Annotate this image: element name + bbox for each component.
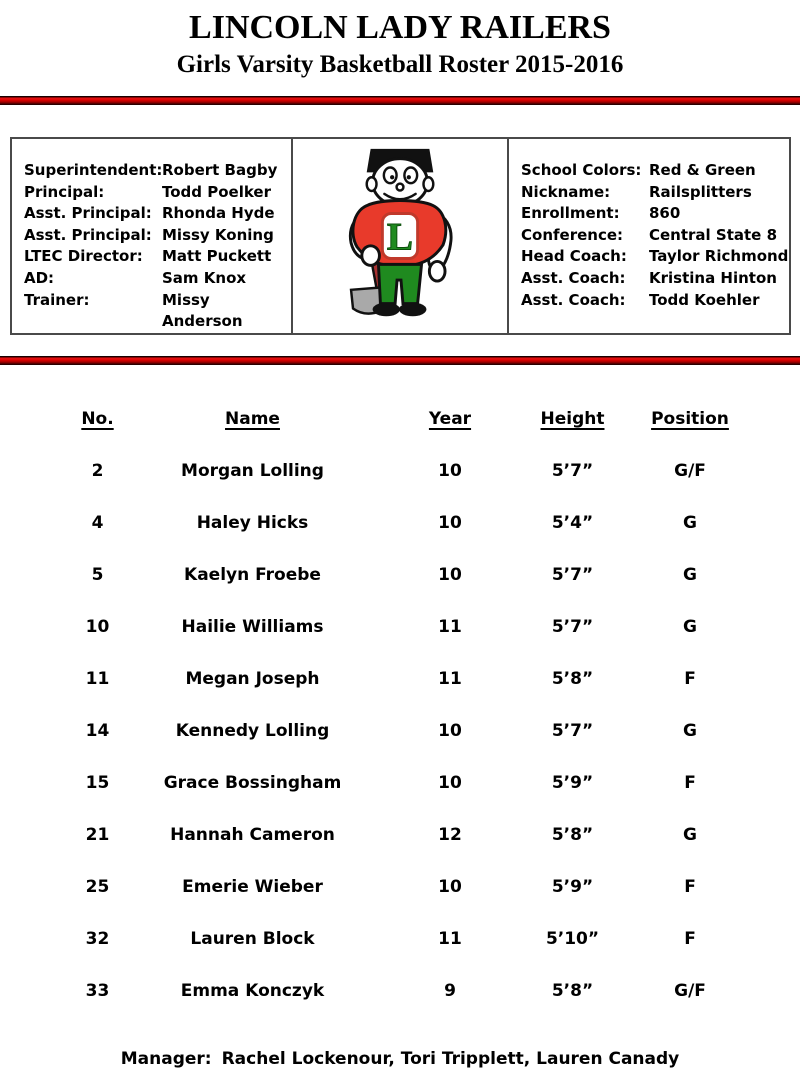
player-no: 32	[85, 929, 110, 949]
roster-table	[60, 393, 800, 1017]
player-year: 11	[438, 929, 462, 949]
player-row	[60, 549, 800, 601]
player-position: G/F	[674, 981, 706, 1001]
player-height: 5’7”	[551, 721, 594, 741]
player-year: 11	[438, 617, 462, 637]
player-height: 5’8”	[551, 981, 594, 1001]
info-value: Railsplitters	[649, 182, 752, 201]
player-row	[60, 445, 800, 497]
staff-info-list	[12, 139, 291, 333]
player-position: G	[683, 513, 697, 533]
player-height: 5’7”	[551, 565, 594, 585]
player-height: 5’8”	[551, 825, 594, 845]
school-info-list	[509, 139, 789, 311]
player-height: 5’7”	[551, 617, 594, 637]
info-label: Superintendent:	[24, 161, 163, 179]
player-height: 5’9”	[551, 877, 594, 897]
info-value: Robert Bagby	[162, 161, 278, 179]
document-header	[0, 8, 800, 80]
column-header-position: Position	[651, 409, 729, 429]
player-position: F	[684, 877, 696, 897]
player-name: Lauren Block	[190, 929, 315, 949]
player-row	[60, 809, 800, 861]
player-year: 10	[438, 721, 462, 741]
info-label: Principal:	[24, 182, 105, 201]
roster-header-row	[60, 393, 800, 445]
manager-names: Rachel Lockenour, Tori Tripplett, Lauren Canady	[221, 1049, 680, 1069]
info-label: Trainer:	[24, 290, 90, 309]
info-value: Red & Green	[649, 161, 756, 179]
manager-label: Manager:	[120, 1049, 212, 1069]
player-year: 11	[438, 669, 462, 689]
page-title: LINCOLN LADY RAILERS	[189, 9, 611, 46]
player-position: G	[683, 617, 697, 637]
player-year: 10	[438, 513, 462, 533]
player-row	[60, 965, 800, 1017]
player-name: Grace Bossingham	[163, 773, 342, 793]
info-value: Missy Anderson	[162, 290, 243, 331]
info-value: 860	[649, 204, 681, 223]
page-subtitle: Girls Varsity Basketball Roster 2015-2016	[176, 51, 624, 78]
player-position: G	[683, 825, 697, 845]
info-value: Central State 8	[649, 225, 778, 244]
info-label: AD:	[24, 268, 55, 287]
school-info-cell	[507, 139, 789, 333]
player-name: Megan Joseph	[185, 669, 320, 689]
player-no: 14	[85, 721, 110, 741]
player-year: 9	[444, 981, 456, 1001]
player-position: F	[684, 929, 696, 949]
player-no: 33	[85, 981, 110, 1001]
info-value: Todd Koehler	[649, 290, 760, 309]
column-header-height: Height	[540, 409, 605, 429]
player-position: G	[683, 565, 697, 585]
mascot-cell	[291, 139, 507, 333]
info-value: Missy Koning	[162, 225, 274, 244]
red-divider-middle	[0, 356, 800, 365]
player-year: 10	[438, 565, 462, 585]
player-name: Emerie Wieber	[182, 877, 323, 897]
player-name: Hailie Williams	[181, 617, 324, 637]
player-row	[60, 861, 800, 913]
info-label: Asst. Principal:	[24, 204, 152, 223]
player-year: 12	[438, 825, 462, 845]
column-header-name: Name	[225, 409, 280, 429]
player-row	[60, 601, 800, 653]
info-value: Taylor Richmond	[649, 247, 789, 266]
info-label: Nickname:	[521, 182, 611, 201]
player-name: Kaelyn Froebe	[184, 565, 321, 585]
player-row	[60, 497, 800, 549]
player-row	[60, 913, 800, 965]
player-position: G/F	[674, 461, 706, 481]
info-value: Rhonda Hyde	[162, 204, 275, 223]
info-label: LTEC Director:	[24, 247, 143, 266]
player-name: Emma Konczyk	[180, 981, 325, 1001]
player-no: 2	[91, 461, 104, 481]
player-row	[60, 653, 800, 705]
player-no: 25	[85, 877, 110, 897]
info-value: Sam Knox	[162, 268, 247, 287]
player-position: F	[684, 773, 696, 793]
player-name: Kennedy Lolling	[175, 721, 330, 741]
column-header-year: Year	[428, 409, 472, 429]
info-label: Conference:	[521, 225, 624, 244]
player-height: 5’8”	[551, 669, 594, 689]
school-info-box	[10, 137, 791, 335]
mascot-letter: L	[386, 215, 414, 259]
info-label: Asst. Coach:	[521, 268, 626, 287]
info-label: Head Coach:	[521, 247, 627, 266]
player-height: 5’7”	[551, 461, 594, 481]
player-year: 10	[438, 877, 462, 897]
staff-info-cell	[12, 139, 291, 333]
info-label: Enrollment:	[521, 204, 620, 223]
player-no: 15	[85, 773, 110, 793]
info-label: Asst. Coach:	[521, 290, 626, 309]
player-no: 4	[91, 513, 104, 533]
player-height: 5’4”	[551, 513, 594, 533]
player-row	[60, 757, 800, 809]
player-row	[60, 705, 800, 757]
player-year: 10	[438, 773, 462, 793]
player-no: 5	[91, 565, 104, 585]
player-position: G	[683, 721, 697, 741]
info-value: Kristina Hinton	[649, 268, 777, 287]
player-year: 10	[438, 461, 462, 481]
manager-line	[0, 1049, 800, 1069]
player-position: F	[684, 669, 696, 689]
info-label: Asst. Principal:	[24, 225, 152, 244]
player-no: 21	[85, 825, 110, 845]
player-name: Hannah Cameron	[170, 825, 335, 845]
info-value: Todd Poelker	[162, 182, 271, 201]
player-no: 11	[85, 669, 110, 689]
player-name: Morgan Lolling	[181, 461, 324, 481]
player-name: Haley Hicks	[196, 513, 309, 533]
player-no: 10	[85, 617, 110, 637]
railsplitter-mascot-icon	[321, 143, 479, 329]
column-header-no: No.	[81, 409, 114, 429]
player-height: 5’9”	[551, 773, 594, 793]
player-height: 5’10”	[545, 929, 600, 949]
info-label: School Colors:	[521, 161, 642, 179]
red-divider-top	[0, 96, 800, 105]
info-value: Matt Puckett	[162, 247, 272, 266]
